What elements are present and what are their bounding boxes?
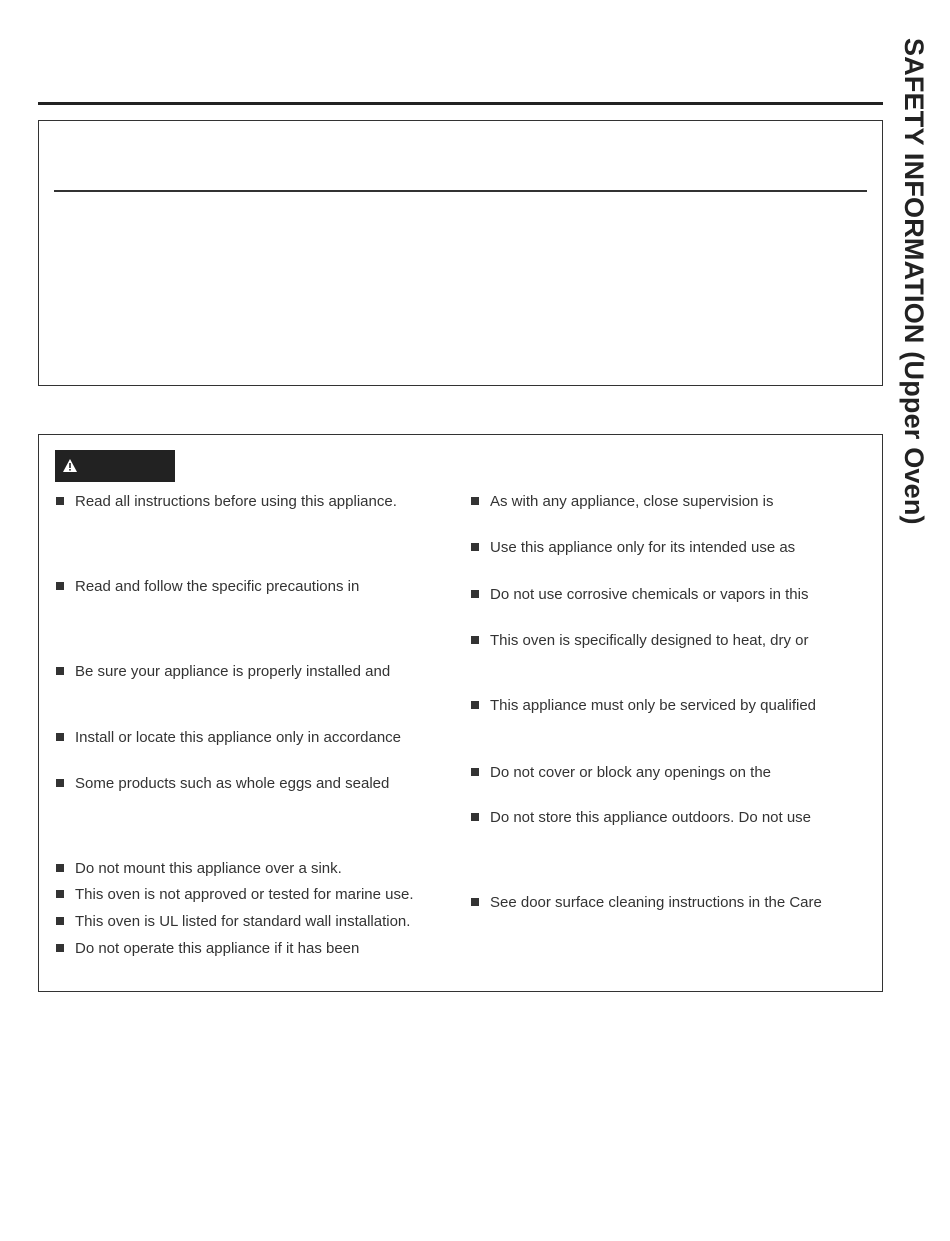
list-item-text: Read all instructions before using this appliance. — [75, 493, 397, 510]
list-item-text: Do not store this appliance outdoors. Do not use — [490, 809, 812, 826]
list-item — [56, 860, 342, 878]
top-rule — [38, 102, 883, 105]
bullet-icon — [56, 779, 64, 787]
bullet-icon — [56, 944, 64, 952]
list-item-text: Do not mount this appliance over a sink. — [75, 860, 342, 877]
list-item — [471, 697, 816, 715]
list-item — [56, 775, 389, 793]
list-item — [471, 764, 771, 782]
list-item-text: This oven is UL listed for standard wall installation. — [75, 913, 411, 930]
list-item — [471, 809, 811, 827]
list-item-text: Do not operate this appliance if it has been — [75, 940, 360, 957]
bullet-icon — [471, 813, 479, 821]
list-item — [56, 886, 414, 904]
bullet-icon — [471, 768, 479, 776]
list-item — [471, 493, 773, 511]
bullet-icon — [56, 667, 64, 675]
list-item — [56, 578, 359, 596]
list-item — [56, 940, 359, 958]
bullet-icon — [56, 582, 64, 590]
list-item-text: Install or locate this appliance only in accordance — [75, 729, 402, 746]
bullet-icon — [471, 497, 479, 505]
list-item-text: As with any appliance, close supervision is — [490, 493, 774, 510]
list-item — [471, 539, 795, 557]
list-item-text: Do not cover or block any openings on the — [490, 764, 772, 781]
list-item — [471, 894, 822, 912]
list-item-text: This oven is not approved or tested for marine use. — [75, 886, 414, 903]
warning-tag — [55, 450, 175, 482]
side-title-text: SAFETY INFORMATION (Upper Oven) — [899, 38, 929, 525]
bullet-icon — [471, 590, 479, 598]
bullet-icon — [56, 497, 64, 505]
bullet-icon — [56, 864, 64, 872]
box-divider — [54, 190, 867, 192]
bullet-icon — [471, 543, 479, 551]
list-item — [56, 729, 401, 747]
list-item-text: Some products such as whole eggs and sealed — [75, 775, 390, 792]
list-item-text: See door surface cleaning instructions in the Care — [490, 894, 822, 911]
upper-empty-box — [38, 120, 883, 386]
bullet-icon — [56, 917, 64, 925]
bullet-icon — [471, 898, 479, 906]
list-item — [471, 586, 808, 604]
bullet-icon — [56, 733, 64, 741]
list-item-text: This oven is specifically designed to heat, dry or — [490, 632, 809, 649]
side-section-title — [898, 38, 938, 628]
bullet-icon — [471, 701, 479, 709]
list-item — [471, 632, 809, 650]
list-item-text: Use this appliance only for its intended use as — [490, 539, 796, 556]
bullet-icon — [471, 636, 479, 644]
list-item — [56, 913, 410, 931]
list-item — [56, 493, 397, 511]
list-item-text: Be sure your appliance is properly installed and — [75, 663, 391, 680]
bullet-icon — [56, 890, 64, 898]
list-item-text: Read and follow the specific precautions in — [75, 578, 360, 595]
list-item-text: This appliance must only be serviced by qualified — [490, 697, 817, 714]
list-item-text: Do not use corrosive chemicals or vapors in this — [490, 586, 809, 603]
list-item — [56, 663, 390, 681]
warning-triangle-icon — [63, 459, 77, 472]
